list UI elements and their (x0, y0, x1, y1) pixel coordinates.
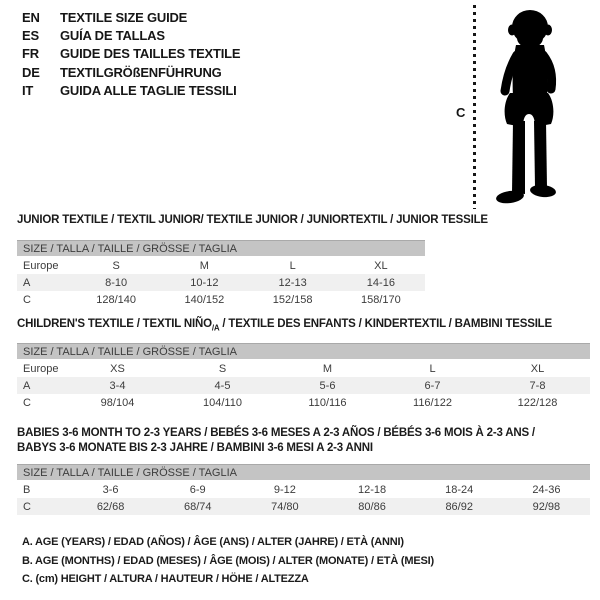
row-label: C (23, 500, 31, 513)
cell: 152/158 (272, 293, 313, 306)
table-row (17, 257, 425, 274)
legend-line-c: C. (cm) HEIGHT / ALTURA / HAUTEUR / HÖHE / ALTEZZA (22, 573, 309, 585)
language-code: EN (22, 9, 40, 25)
section-title-text: / TEXTILE DES ENFANTS / KINDERTEXTIL / BAMBINI TESSILE (219, 318, 552, 330)
babies-size-table (17, 481, 590, 515)
cell: 68/74 (183, 500, 212, 513)
col-header: S (218, 362, 227, 375)
children-size-table (17, 360, 590, 411)
row-label: Europe (23, 362, 59, 375)
row-label: C (23, 293, 31, 306)
cell: 74/80 (271, 500, 299, 513)
cell: 12-13 (278, 276, 307, 289)
col-header: L (429, 362, 436, 375)
col-header: S (112, 259, 120, 272)
cell: 7-8 (529, 379, 546, 392)
section-title-line: BABYS 3-6 MONATE BIS 2-3 JAHRE / BAMBINI 3-6 MESI A 2-3 ANNI (17, 442, 373, 454)
table-row (17, 360, 590, 377)
baby-silhouette-icon (479, 5, 579, 209)
language-code: FR (22, 46, 39, 62)
cell: 4-5 (214, 379, 231, 392)
height-measure-dashed-line (473, 5, 476, 209)
language-row-de (22, 63, 240, 81)
col-header: XL (530, 362, 545, 375)
legend-line-a: A. AGE (YEARS) / EDAD (AÑOS) / ÂGE (ANS) / ALTER (JAHRE) / ETÀ (ANNI) (22, 536, 404, 548)
section-title-text: CHILDREN'S TEXTILE / TEXTIL NIÑO (17, 318, 212, 330)
table-row (17, 498, 590, 515)
language-list (22, 8, 240, 100)
cell: 9-12 (273, 483, 296, 496)
language-title: TEXTILGRÖßENFÜHRUNG (60, 64, 222, 80)
language-code: DE (22, 64, 40, 80)
cell: 110/116 (308, 396, 347, 409)
col-header: XL (374, 259, 388, 272)
language-row-fr (22, 45, 240, 63)
row-label: Europe (23, 259, 59, 272)
language-row-it (22, 82, 240, 100)
cell: 10-12 (190, 276, 219, 289)
table-row (17, 394, 590, 411)
height-measure-label: C (456, 105, 466, 120)
junior-size-table (17, 257, 425, 308)
cell: 62/68 (96, 500, 125, 513)
language-title: GUÍA DE TALLAS (60, 28, 165, 44)
table-row (17, 377, 590, 394)
legend (22, 533, 434, 589)
language-title: GUIDA ALLE TAGLIE TESSILI (60, 83, 237, 99)
cell: 3-4 (109, 379, 126, 392)
cell: 14-16 (366, 276, 395, 289)
cell: 6-7 (424, 379, 441, 392)
table-row (17, 274, 425, 291)
col-header: L (289, 259, 296, 272)
cell: 116/122 (413, 396, 452, 409)
row-label: B (23, 483, 31, 496)
cell: 122/128 (517, 396, 558, 409)
section-title-junior: JUNIOR TEXTILE / TEXTIL JUNIOR/ TEXTILE JUNIOR / JUNIORTEXTIL / JUNIOR TESSILE (17, 214, 488, 226)
cell: 5-6 (319, 379, 336, 392)
language-code: IT (22, 83, 34, 99)
col-header: XS (110, 362, 125, 375)
cell: 8-10 (105, 276, 128, 289)
cell: 98/104 (100, 396, 135, 409)
cell: 18-24 (445, 483, 474, 496)
cell: 92/98 (532, 500, 561, 513)
row-label: A (23, 276, 31, 289)
row-label: C (23, 396, 31, 409)
cell: 24-36 (532, 483, 561, 496)
cell: 6-9 (189, 483, 206, 496)
section-title-babies (17, 426, 535, 456)
table-row (17, 291, 425, 308)
size-header-bar: SIZE / TALLA / TAILLE / GRÖSSE / TAGLIA (17, 343, 590, 359)
cell: 128/140 (96, 293, 136, 306)
cell: 140/152 (184, 293, 225, 306)
section-title-line: BABIES 3-6 MONTH TO 2-3 YEARS / BEBÉS 3-6 MESES A 2-3 AÑOS / BÉBÉS 3-6 MOIS À 2-3 ANS / (17, 427, 535, 439)
cell: 12-18 (357, 483, 387, 496)
section-title-children (17, 317, 552, 335)
language-code: ES (22, 28, 39, 44)
cell: 3-6 (102, 483, 119, 496)
row-label: A (23, 379, 31, 392)
language-title: GUIDE DES TAILLES TEXTILE (60, 46, 241, 62)
table-row (17, 481, 590, 498)
cell: 104/110 (203, 396, 242, 409)
section-title-subscript: /A (211, 323, 220, 333)
language-row-en (22, 8, 240, 26)
cell: 80/86 (358, 500, 386, 513)
cell: 158/170 (360, 293, 401, 306)
language-title: TEXTILE SIZE GUIDE (60, 9, 188, 25)
legend-line-b: B. AGE (MONTHS) / EDAD (MESES) / ÂGE (MOIS) / ALTER (MONATE) / ETÀ (MESI) (22, 554, 434, 567)
col-header: M (322, 362, 333, 375)
cell: 86/92 (445, 500, 473, 513)
size-header-bar: SIZE / TALLA / TAILLE / GRÖSSE / TAGLIA (17, 240, 425, 256)
col-header: M (199, 259, 209, 272)
language-row-es (22, 26, 240, 44)
size-header-bar: SIZE / TALLA / TAILLE / GRÖSSE / TAGLIA (17, 464, 590, 480)
